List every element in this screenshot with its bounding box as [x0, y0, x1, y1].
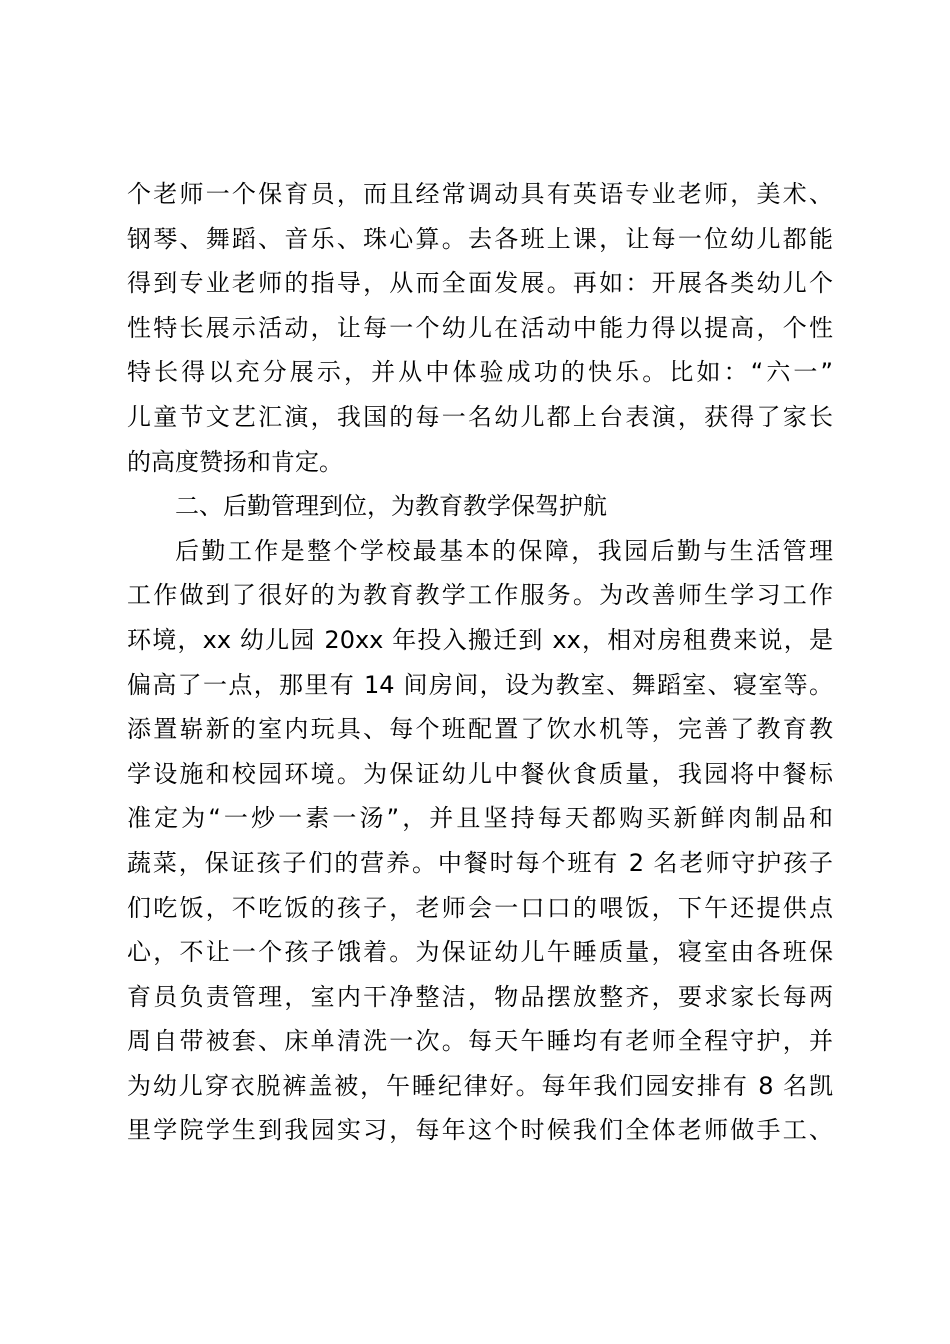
paragraph-line: 育员负责管理，室内干净整洁，物品摆放整齐，要求家长每两: [127, 982, 833, 1011]
paragraph-line: 蔬菜，保证孩子们的营养。中餐时每个班有 2 名老师守护孩子: [127, 848, 833, 877]
paragraph-line: 添置崭新的室内玩具、每个班配置了饮水机等，完善了教育教: [127, 715, 833, 744]
paragraph-line: 心，不让一个孩子饿着。为保证幼儿午睡质量，寝室由各班保: [127, 938, 833, 967]
paragraph-line: 钢琴、舞蹈、音乐、珠心算。去各班上课，让每一位幼儿都能: [127, 224, 833, 253]
paragraph-line: 特长得以充分展示，并从中体验成功的快乐。比如：“六一”: [127, 358, 833, 387]
paragraph-line: 个老师一个保育员，而且经常调动具有英语专业老师，美术、: [127, 180, 833, 208]
paragraph-line: 的高度赞扬和肯定。: [127, 447, 343, 476]
paragraph-line: 准定为“一炒一素一汤”，并且坚持每天都购买新鲜肉制品和: [127, 804, 833, 833]
paragraph-line: 们吃饭，不吃饭的孩子，老师会一口口的喂饭，下午还提供点: [127, 893, 833, 922]
paragraph-line: 里学院学生到我园实习，每年这个时候我们全体老师做手工、: [127, 1116, 833, 1145]
paragraph-line: 偏高了一点，那里有 14 间房间，设为教室、舞蹈室、寝室等。: [127, 670, 833, 699]
paragraph-line: 工作做到了很好的为教育教学工作服务。为改善师生学习工作: [127, 581, 833, 610]
paragraph-line: 周自带被套、床单清洗一次。每天午睡均有老师全程守护，并: [127, 1027, 833, 1056]
section-heading: 二、后勤管理到位，为教育教学保驾护航: [175, 492, 607, 521]
paragraph-line: 学设施和校园环境。为保证幼儿中餐伙食质量，我园将中餐标: [127, 759, 833, 788]
paragraph-line: 为幼儿穿衣脱裤盖被，午睡纪律好。每年我们园安排有 8 名凯: [127, 1071, 833, 1100]
document-body: [127, 172, 833, 1153]
paragraph-line: 得到专业老师的指导，从而全面发展。再如：开展各类幼儿个: [127, 269, 833, 298]
paragraph-line: 后勤工作是整个学校最基本的保障，我园后勤与生活管理: [175, 536, 833, 565]
paragraph-line: 儿童节文艺汇演，我国的每一名幼儿都上台表演，获得了家长: [127, 402, 833, 431]
paragraph-line: 环境，xx 幼儿园 20xx 年投入搬迁到 xx，相对房租费来说，是: [127, 625, 833, 654]
paragraph-line: 性特长展示活动，让每一个幼儿在活动中能力得以提高，个性: [127, 313, 833, 342]
